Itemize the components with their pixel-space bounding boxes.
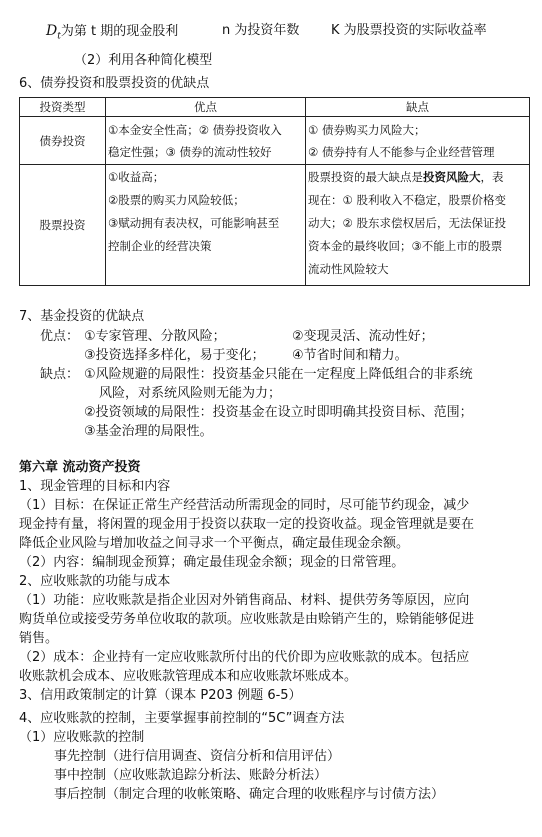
fund-con-1: ①风险规避的局限性：投资基金只能在一定程度上降低组合的非系统 (84, 367, 473, 382)
cell-line: ① 债券购买力风险大； (308, 123, 426, 137)
fund-pro-1: ①专家管理、分散风险； (84, 329, 226, 344)
cell-line: ①本金安全性高；② 债券投资收入 (108, 123, 282, 137)
cons-lead: 股票投资的最大缺点是 (308, 170, 423, 184)
fund-con-3: ③基金治理的局限性。 (84, 424, 213, 439)
ch6-s4-heading: 4、应收账款的控制，主要掌握事前控制的“5C”调查方法 (19, 711, 345, 726)
cell-line: 控制企业的经营决策 (108, 239, 212, 253)
fund-pro-3: ③投资选择多样化，易于变化； (84, 348, 265, 363)
n-definition: n 为投资年数 (222, 23, 300, 38)
fund-con-1-cont: 风险，对系统风险则无能为力； (99, 386, 282, 401)
cell-line: 动大；② 股东求偿权居后，无法保证投 (308, 216, 506, 230)
fund-pros-label: 优点： (40, 329, 80, 344)
cell-line (308, 168, 527, 186)
method-2: （2）利用各种简化模型 (74, 53, 213, 68)
cell-line: ② 债券持有人不能参与企业经营管理 (308, 145, 495, 159)
row-type-bond: 债券投资 (20, 117, 106, 165)
dt-subscript: t (57, 31, 61, 42)
table-row (20, 117, 530, 165)
cell-line: ②股票的购买力风险较低； (108, 193, 245, 207)
fund-con-2: ②投资领域的局限性：投资基金在设立时即明确其投资目标、范围； (84, 405, 473, 420)
k-definition: K 为股票投资的实际收益率 (331, 23, 487, 38)
control-item: 事后控制（制定合理的收帐策略、确定合理的收账程序与讨债方法） (54, 787, 445, 802)
ch6-s1-heading: 1、现金管理的目标和内容 (19, 479, 171, 494)
cons-lead-end: ，表 (480, 170, 504, 184)
header-pros: 优点 (106, 98, 306, 117)
paragraph-line: （2）成本：企业持有一定应收账款所付出的代价即为应收账款的成本。包括应 (19, 650, 470, 665)
chapter-title: 第六章 流动资产投资 (19, 460, 141, 475)
cell-line: ③赋动拥有表决权，可能影响甚至 (108, 216, 280, 230)
paragraph-line: 收账款机会成本、应收账款管理成本和应收账款坏账成本。 (19, 669, 358, 684)
ch6-s3-heading: 3、信用政策制定的计算（课本 P203 例题 6-5） (19, 688, 302, 703)
cell-line: 稳定性强；③ 债券的流动性较好 (108, 145, 272, 159)
stock-pros (106, 165, 306, 286)
header-cons: 缺点 (306, 98, 530, 117)
cell-line: 流动性风险较大 (308, 262, 389, 276)
paragraph-line: 降低企业风险与增加收益之间寻求一个平衡点，确定最佳现金余额。 (19, 536, 410, 551)
cell-line: ①收益高； (108, 170, 165, 184)
table-header-row (20, 98, 530, 117)
section-6-heading: 6、债券投资和股票投资的优缺点 (19, 76, 210, 91)
ch6-s2-heading: 2、应收账款的功能与成本 (19, 574, 171, 589)
table-row (20, 165, 530, 286)
fund-pro-4: ④节省时间和精力。 (292, 348, 408, 363)
paragraph-line: 现金持有量，将闲置的现金用于投资以获取一定的投资收益。现金管理就是要在 (19, 517, 475, 532)
stock-cons (306, 165, 530, 286)
paragraph-line: （2）内容：编制现金预算；确定最佳现金余额；现金的日常管理。 (19, 555, 405, 570)
fund-cons-label: 缺点： (40, 367, 80, 382)
cell-line: 现在：① 股利收入不稳定，股票价格变 (308, 193, 506, 207)
cell-line: 资本金的最终收回；③不能上市的股票 (308, 239, 503, 253)
dividend-definition-line (46, 22, 178, 46)
row-type-stock: 股票投资 (20, 165, 106, 286)
dt-symbol: D (46, 23, 58, 39)
paragraph-line: 销售。 (19, 631, 59, 646)
cons-emphasis: 投资风险大 (423, 170, 481, 184)
paragraph-line: （1）功能：应收账款是指企业因对外销售商品、材料、提供劳务等原因，应向 (19, 593, 470, 608)
header-type: 投资类型 (20, 98, 106, 117)
bond-cons (306, 117, 530, 165)
comparison-table (19, 97, 530, 286)
control-item: 事先控制（进行信用调查、资信分析和信用评估） (54, 749, 341, 764)
bond-pros (106, 117, 306, 165)
ch6-s4-sub: （1）应收账款的控制 (19, 730, 145, 745)
dividend-definition-text: 为第 t 期的现金股利 (60, 24, 179, 39)
fund-pro-2: ②变现灵活、流动性好； (292, 329, 434, 344)
control-item: 事中控制（应收账款追踪分析法、账龄分析法） (54, 768, 328, 783)
paragraph-line: （1）目标：在保证正常生产经营活动所需现金的同时，尽可能节约现金，减少 (19, 498, 470, 513)
paragraph-line: 购货单位或接受劳务单位收取的款项。应收账款是由赊销产生的，赊销能够促进 (19, 612, 475, 627)
section-7-heading: 7、基金投资的优缺点 (19, 309, 145, 324)
